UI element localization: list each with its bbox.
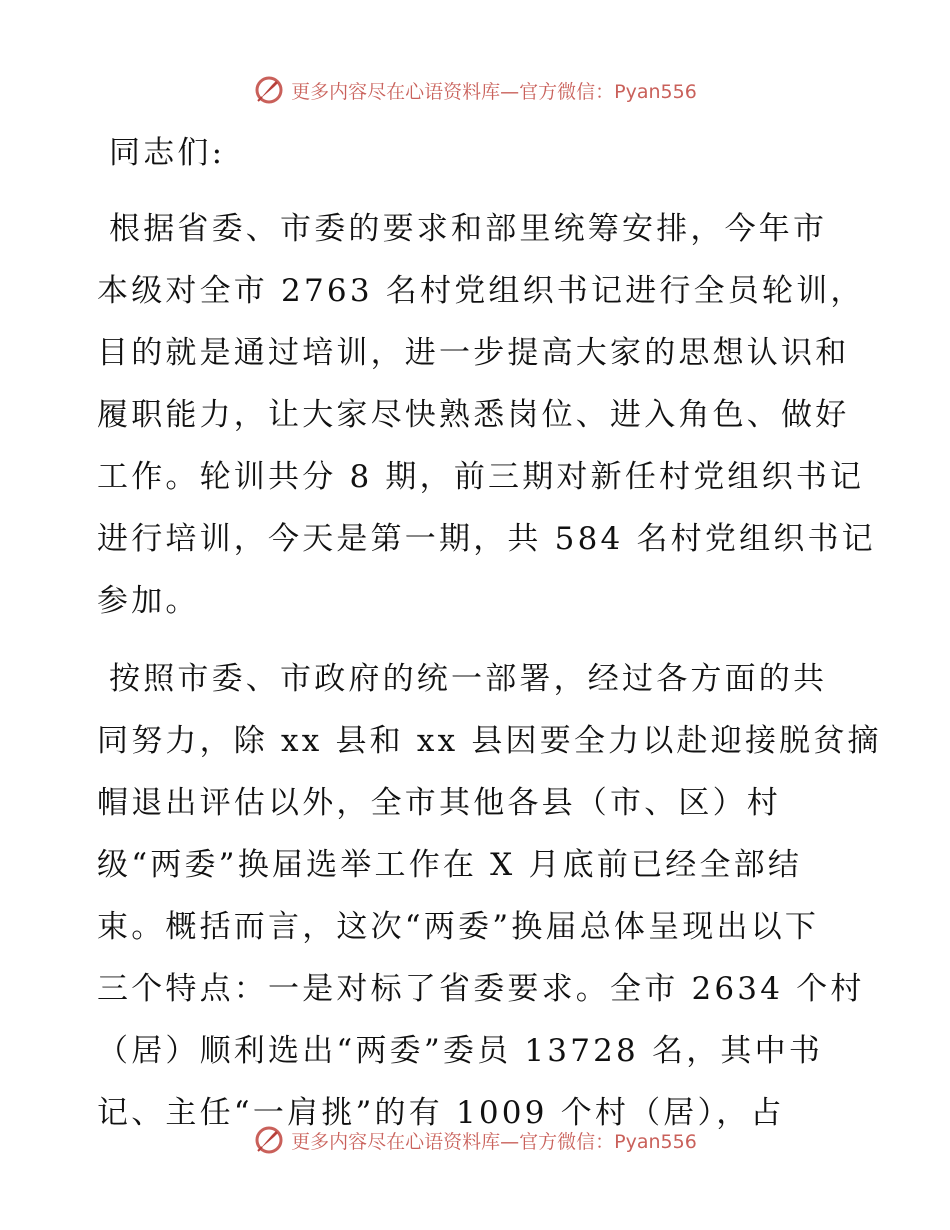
paragraph-line: 履职能力，让大家尽快熟悉岗位、进入角色、做好 bbox=[97, 397, 850, 433]
watermark-text: 更多内容尽在心语资料库—官方微信：Pyan556 bbox=[291, 1130, 697, 1153]
paragraph-line: 按照市委、市政府的统一部署，经过各方面的共 bbox=[109, 661, 828, 697]
paragraph-line: （居）顺利选出“两委”委员 13728 名，其中书 bbox=[97, 1033, 824, 1069]
paragraph-line: 进行培训，今天是第一期，共 584 名村党组织书记 bbox=[97, 521, 876, 557]
paragraph-line: 三个特点：一是对标了省委要求。全市 2634 个村 bbox=[97, 971, 865, 1007]
paragraph-line: 束。概括而言，这次“两委”换届总体呈现出以下 bbox=[97, 909, 820, 945]
paragraph-line: 工作。轮训共分 8 期，前三期对新任村党组织书记 bbox=[97, 459, 865, 495]
salutation: 同志们: bbox=[109, 135, 226, 171]
document-body bbox=[97, 122, 882, 1144]
paragraph-line: 帽退出评估以外，全市其他各县（市、区）村 bbox=[97, 785, 781, 821]
paragraph-line: 参加。 bbox=[97, 583, 200, 619]
header-watermark-banner bbox=[0, 70, 950, 110]
paragraph-line: 目的就是通过培训，进一步提高大家的思想认识和 bbox=[97, 335, 850, 371]
paragraph-2 bbox=[97, 648, 882, 1144]
footer-watermark-banner bbox=[0, 1120, 950, 1160]
pen-nib-logo-icon bbox=[253, 74, 285, 106]
paragraph-line: 根据省委、市委的要求和部里统筹安排，今年市 bbox=[109, 211, 828, 247]
paragraph-line: 同努力，除 xx 县和 xx 县因要全力以赴迎接脱贫摘 bbox=[97, 723, 882, 759]
paragraph-line: 本级对全市 2763 名村党组织书记进行全员轮训， bbox=[97, 273, 865, 309]
paragraph-1 bbox=[97, 198, 876, 632]
paragraph-line: 记、主任“一肩挑”的有 1009 个村（居），占 bbox=[97, 1095, 785, 1131]
paragraph-line: 级“两委”换届选举工作在 X 月底前已经全部结 bbox=[97, 847, 803, 883]
pen-nib-logo-icon bbox=[253, 1124, 285, 1156]
watermark-text: 更多内容尽在心语资料库—官方微信：Pyan556 bbox=[291, 80, 697, 103]
